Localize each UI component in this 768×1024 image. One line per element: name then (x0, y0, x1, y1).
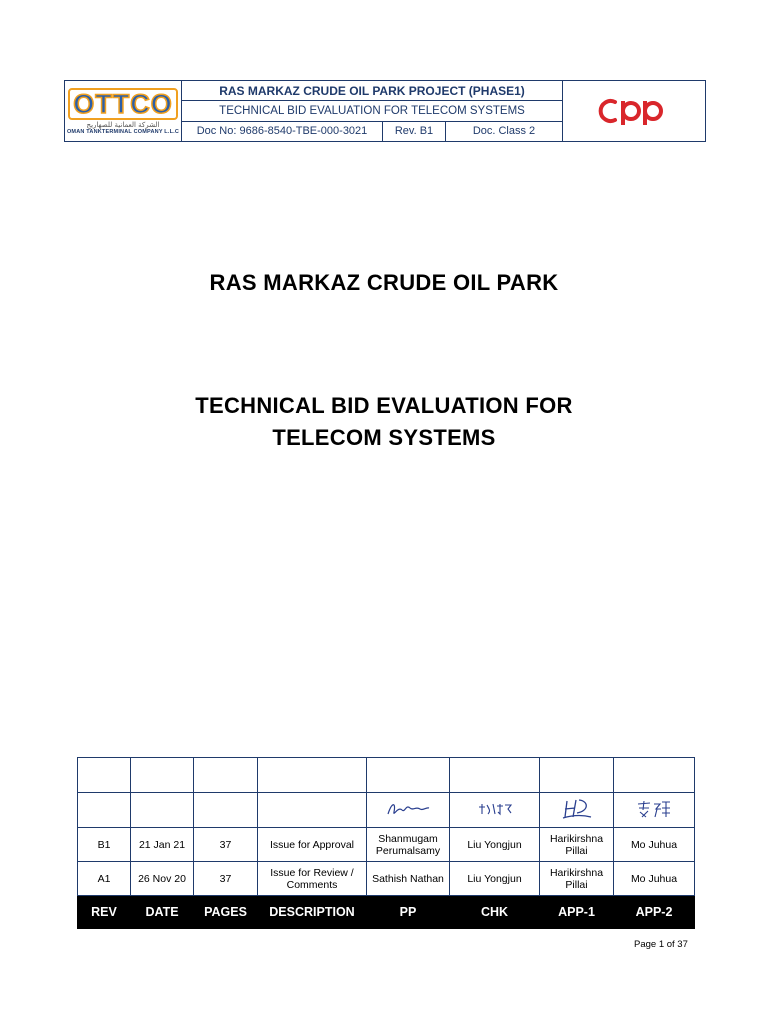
column-header: APP-2 (614, 896, 695, 929)
doc-meta-row (182, 122, 562, 141)
column-header: CHK (450, 896, 540, 929)
column-header: DESCRIPTION (258, 896, 367, 929)
signature-chk (450, 793, 540, 828)
doc-revision: Rev. B1 (383, 122, 446, 141)
document-header (64, 80, 706, 142)
ottco-logo (65, 81, 182, 141)
table-header-row (78, 896, 695, 929)
table-row-empty (78, 758, 695, 793)
column-header: REV (78, 896, 131, 929)
signature-pp (367, 793, 450, 828)
column-header: PP (367, 896, 450, 929)
signature-app1 (540, 793, 614, 828)
cpp-logo (563, 81, 705, 141)
column-header: PAGES (194, 896, 258, 929)
signature-app1-icon (559, 797, 595, 821)
doc-class: Doc. Class 2 (472, 125, 536, 138)
column-header: DATE (131, 896, 194, 929)
ottco-logo-arabic: الشركة العمانية للصهاريج (86, 120, 160, 129)
page-number: Page 1 of 37 (634, 939, 688, 950)
revision-table (77, 757, 695, 929)
subtitle-line-1: TECHNICAL BID EVALUATION FOR (195, 393, 573, 418)
project-title: RAS MARKAZ CRUDE OIL PARK PROJECT (PHASE1) (182, 81, 562, 101)
table-row: B1 21 Jan 21 37 Issue for Approval Shanmugam Perumalsamy Liu Yongjun Harikirshna Pillai Mo Juhua (78, 828, 695, 862)
ottco-logo-text: OTTCO (68, 88, 178, 120)
signature-app2-icon (634, 798, 674, 820)
signature-pp-icon (384, 798, 432, 820)
document-title: RAS MARKAZ CRUDE OIL PARK (209, 270, 559, 295)
header-info (182, 81, 563, 141)
document-subtitle (0, 390, 768, 454)
column-header: APP-1 (540, 896, 614, 929)
doc-number: Doc No: 9686-8540-TBE-000-3021 (182, 122, 383, 141)
signature-app2 (614, 793, 695, 828)
table-row-signatures (78, 793, 695, 828)
ottco-company-name: OMAN TANKTERMINAL COMPANY L.L.C (66, 128, 180, 135)
table-row: A1 26 Nov 20 37 Issue for Review / Comments Sathish Nathan Liu Yongjun Harikirshna Pillai Mo Juhua (78, 862, 695, 896)
signature-chk-icon (473, 799, 517, 819)
cpp-logo-icon (597, 96, 671, 126)
doc-subject: TECHNICAL BID EVALUATION FOR TELECOM SYSTEMS (182, 101, 562, 121)
subtitle-line-2: TELECOM SYSTEMS (272, 425, 496, 450)
